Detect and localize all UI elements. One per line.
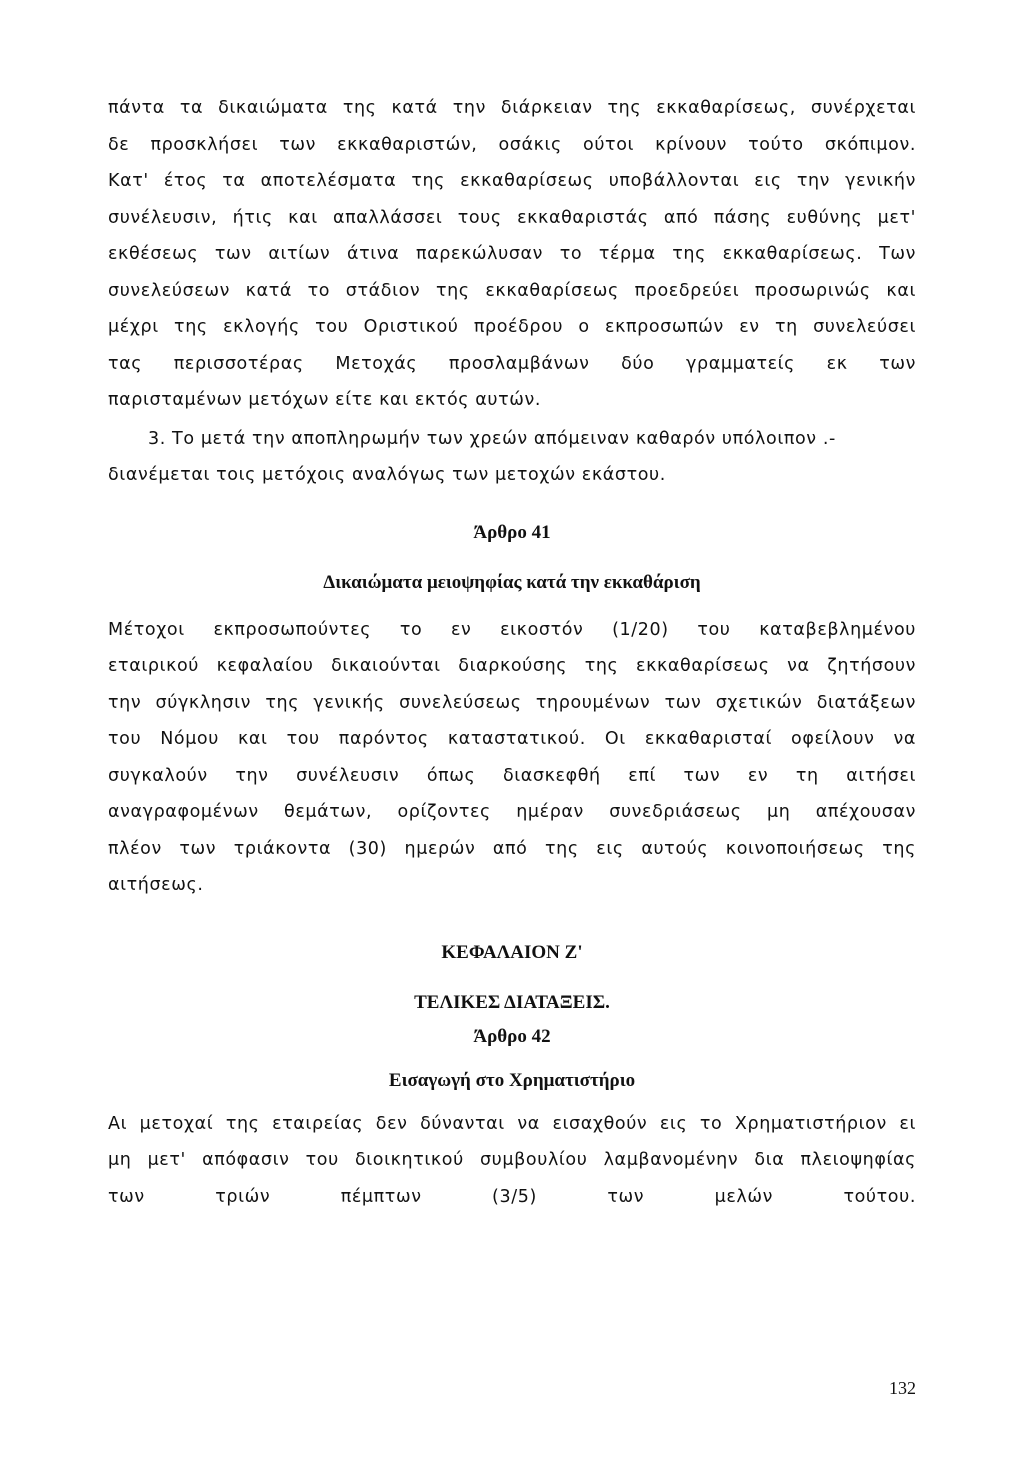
article-42-heading: Άρθρο 42: [473, 1025, 551, 1047]
article-42-body: [108, 1106, 916, 1216]
document-page: [108, 90, 916, 1215]
article-41-body: [108, 612, 916, 904]
text-line: των τριών πέμπτων (3/5) των μελών τούτου.: [108, 1186, 916, 1207]
text-line: διανέμεται τοις μετόχοις αναλόγως των μετοχών εκάστου.: [108, 465, 666, 485]
text-line: Κατ' έτος τα αποτελέσματα της εκκαθαρίσεως υποβάλλονται εις την γενικήν: [108, 171, 916, 191]
text-line: μη μετ' απόφασιν του διοικητικού συμβουλίου λαμβανομένην δια πλειοψηφίας: [108, 1150, 916, 1170]
text-line: πλέον των τριάκοντα (30) ημερών από της εις αυτούς κοινοποιήσεως της: [108, 838, 916, 859]
paragraph-remaining-balance: [108, 421, 916, 494]
article-42-subtitle: Εισαγωγή στο Χρηματιστήριο: [388, 1069, 636, 1091]
text-line: μέχρι της εκλογής του Οριστικού προέδρου ο εκπροσωπών εν τη συνελεύσει: [108, 317, 916, 337]
article-41-heading: Άρθρο 41: [473, 521, 551, 543]
text-line: Αι μετοχαί της εταιρείας δεν δύνανται να εισαχθούν εις το Χρηματιστήριον ει: [108, 1113, 916, 1134]
text-line: αναγραφομένων θεμάτων, ορίζοντες ημέραν συνεδριάσεως μη απέχουσαν: [108, 802, 916, 822]
text-line: του Νόμου και του παρόντος καταστατικού. Οι εκκαθαρισταί οφείλουν να: [108, 729, 916, 749]
text-line: δε προσκλήσει των εκκαθαριστών, οσάκις ούτοι κρίνουν τούτο σκόπιμον.: [108, 134, 916, 155]
text-line: πάντα τα δικαιώματα της κατά την διάρκειαν της εκκαθαρίσεως, συνέρχεται: [108, 98, 916, 118]
text-line: 3. Το μετά την αποπληρωμήν των χρεών απόμειναν καθαρόν υπόλοιπον .-: [148, 428, 836, 449]
paragraph-liquidation-assembly: [108, 90, 916, 419]
text-line: συγκαλούν την συνέλευσιν όπως διασκεφθή επί των εν τη αιτήσει: [108, 765, 916, 786]
text-line: παρισταμένων μετόχων είτε και εκτός αυτών.: [108, 390, 542, 410]
text-line: τας περισσοτέρας Μετοχάς προσλαμβάνων δύο γραμματείς εκ των: [108, 353, 916, 374]
text-line: Μέτοχοι εκπροσωπούντες το εν εικοστόν (1/20) του καταβεβλημένου: [108, 619, 916, 640]
chapter-subtitle: ΤΕΛΙΚΕΣ ΔΙΑΤΑΞΕΙΣ.: [414, 991, 610, 1013]
text-line: εταιρικού κεφαλαίου δικαιούνται διαρκούσης της εκκαθαρίσεως να ζητήσουν: [108, 656, 916, 676]
chapter-title: ΚΕΦΑΛΑΙΟΝ Ζ': [441, 941, 583, 963]
text-line: εκθέσεως των αιτίων άτινα παρεκώλυσαν το τέρμα της εκκαθαρίσεως. Των: [108, 244, 916, 264]
text-line: την σύγκλησιν της γενικής συνελεύσεως τηρουμένων των σχετικών διατάξεων: [108, 692, 916, 713]
page-number: 132: [889, 1378, 916, 1398]
article-41-subtitle: Δικαιώματα μειοψηφίας κατά την εκκαθάριση: [323, 571, 701, 593]
text-line: συνέλευσιν, ήτις και απαλλάσσει τους εκκαθαριστάς από πάσης ευθύνης μετ': [108, 207, 916, 228]
text-line: συνελεύσεων κατά το στάδιον της εκκαθαρίσεως προεδρεύει προσωρινώς και: [108, 280, 916, 301]
text-line: αιτήσεως.: [108, 875, 204, 895]
